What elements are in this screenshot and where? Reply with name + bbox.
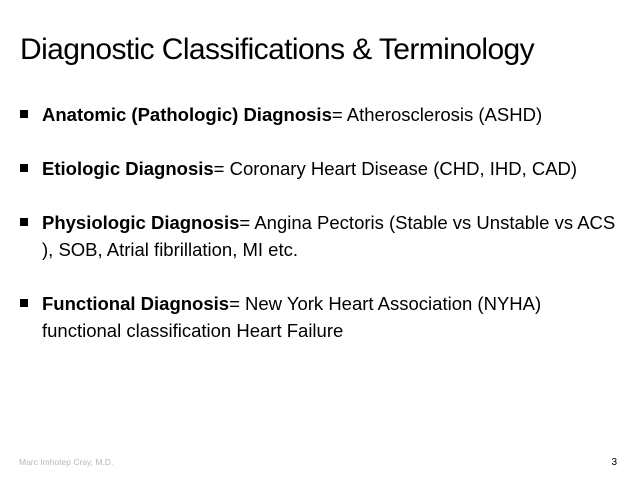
bullet-item-functional xyxy=(20,290,620,344)
bullet-text: = Atherosclerosis (ASHD) xyxy=(331,104,543,125)
bullet-text: = New York Heart Association (NYHA) functional classification Heart Failure xyxy=(42,293,542,341)
page-number: 3 xyxy=(611,457,617,468)
bullet-term: Etiologic Diagnosis xyxy=(42,158,214,179)
square-bullet-icon xyxy=(20,299,28,307)
footer-author: Marc Imhotep Cray, M.D. xyxy=(19,457,114,467)
bullet-term: Functional Diagnosis xyxy=(42,293,230,314)
bullet-item-anatomic xyxy=(20,101,620,128)
bullet-list xyxy=(20,101,620,371)
bullet-item-physiologic xyxy=(20,209,620,263)
square-bullet-icon xyxy=(20,218,28,226)
square-bullet-icon xyxy=(20,110,28,118)
slide-title: Diagnostic Classifications & Terminology xyxy=(20,33,535,66)
bullet-text: = Coronary Heart Disease (CHD, IHD, CAD) xyxy=(213,158,578,179)
bullet-text: = Angina Pectoris (Stable vs Unstable vs ACS ), SOB, Atrial fibrillation, MI etc. xyxy=(42,212,616,260)
bullet-term: Anatomic (Pathologic) Diagnosis xyxy=(42,104,332,125)
bullet-term: Physiologic Diagnosis xyxy=(42,212,240,233)
square-bullet-icon xyxy=(20,164,28,172)
bullet-item-etiologic xyxy=(20,155,620,182)
